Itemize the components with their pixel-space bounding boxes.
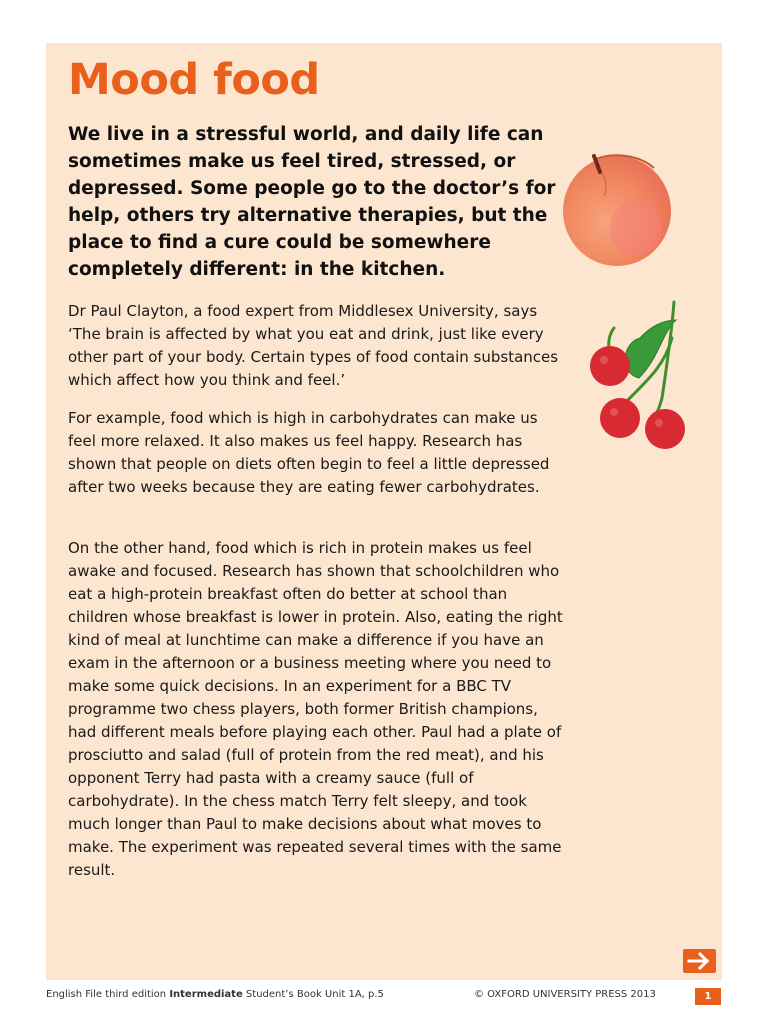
footer-level: Intermediate xyxy=(169,989,243,1000)
footer-prefix: English File third edition xyxy=(46,989,170,1000)
body-paragraph-2: For example, food which is high in carbohydrates can make us feel more relaxed. It also makes us feel happy. Research has shown that people on diets often begin to feel a little depressed after two weeks because they are eating fewer carbohydrates. xyxy=(68,409,550,496)
arrow-right-icon xyxy=(687,952,712,970)
footer-source xyxy=(46,989,384,1000)
cherries-illustration xyxy=(584,298,694,453)
footer-copyright: © OXFORD UNIVERSITY PRESS 2013 xyxy=(474,989,656,1000)
page-number: 1 xyxy=(695,988,721,1005)
next-page-button[interactable] xyxy=(683,949,716,973)
page-title: Mood food xyxy=(68,55,320,105)
peach-illustration xyxy=(556,138,676,268)
intro-paragraph: We live in a stressful world, and daily life can sometimes make us feel tired, stressed, or depressed. Some people go to the doctor’s for help, others try alternative therapies, but the place to find a cure could be somewhere completely different: in the kitchen. xyxy=(68,124,556,280)
body-paragraph-3: On the other hand, food which is rich in protein makes us feel awake and focused. Research has shown that schoolchildren who eat a high-protein breakfast often do better at school than children whose breakfast is lower in protein. Also, eating the right kind of meal at lunchtime can make a difference if you have an exam in the afternoon or a business meeting where you need to make some quick decisions. In an experiment for a BBC TV programme two chess players, both former British champions, had different meals before playing each other. Paul had a plate of prosciutto and salad (full of protein from the red meat), and his opponent Terry had pasta with a creamy sauce (full of carbohydrate). In the chess match Terry felt sleepy, and took much longer than Paul to make decisions about what moves to make. The experiment was repeated several times with the same result. xyxy=(68,539,563,879)
footer-suffix: Student’s Book Unit 1A, p.5 xyxy=(242,989,384,1000)
body-paragraph-1: Dr Paul Clayton, a food expert from Middlesex University, says ‘The brain is affected by what you eat and drink, just like every other part of your body. Certain types of food contain substances which affect how you think and feel.’ xyxy=(68,302,559,389)
